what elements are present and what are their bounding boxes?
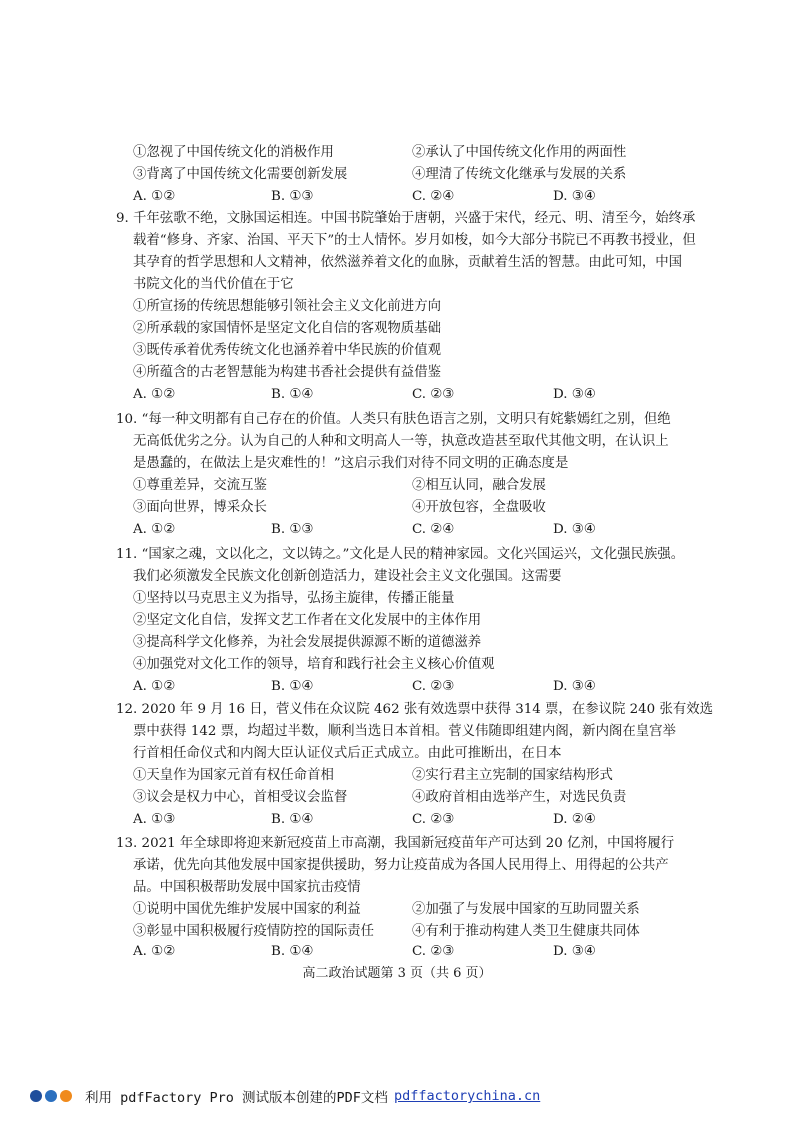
q10-stem-line-3: 是愚蠢的，在做法上是灾难性的！”这启示我们对待不同文明的正确态度是 [133,456,569,471]
q12-choice-a: A. ①③ [133,812,176,827]
q13-stem-line-2: 承诺，优先向其他发展中国家提供援助，努力让疫苗成为各国人民用得上、用得起的公共产 [133,858,669,873]
q11-statement-1: ①坚持以马克思主义为指导，弘扬主旋律，传播正能量 [133,591,455,606]
pdffactory-bar [30,1086,540,1106]
q12-stem-line-2: 票中获得 142 票，均超过半数，顺利当选日本首相。菅义伟随即组建内阁，新内阁在皇宫举 [133,724,676,739]
q12-choice-b: B. ①④ [271,812,314,827]
q13-choice-b: B. ①④ [271,944,314,959]
q9-stem-line-4: 书院文化的当代价值在于它 [133,277,294,292]
q10-statement-3: ③面向世界，博采众长 [133,500,267,515]
q8-statement-4: ④理清了传统文化继承与发展的关系 [412,167,627,182]
q12-choice-c: C. ②③ [412,812,455,827]
q9-stem-line-3: 其孕育的哲学思想和人文精神，依然滋养着文化的血脉，贡献着生活的智慧。由此可知，中国 [133,255,683,270]
q9-statement-4: ④所蕴含的古老智慧能为构建书香社会提供有益借鉴 [133,365,441,380]
q10-choice-b: B. ①③ [271,522,314,537]
dot-icon-2 [45,1090,57,1102]
q11-choice-a: A. ①② [133,679,176,694]
q9-choice-c: C. ②③ [412,387,455,402]
q13-stem-line-1: 13. 2021 年全球即将迎来新冠疫苗上市高潮，我国新冠疫苗年产可达到 20 亿剂，中国将履行 [116,836,675,851]
q12-statement-3: ③议会是权力中心，首相受议会监督 [133,790,348,805]
q11-choice-c: C. ②③ [412,679,455,694]
q9-statement-3: ③既传承着优秀传统文化也涵养着中华民族的价值观 [133,343,441,358]
pdffactory-notice: 利用 pdfFactory Pro 测试版本创建的PDF文档 [85,1090,388,1106]
q8-choice-a: A. ①② [133,189,176,204]
q8-choice-c: C. ②④ [412,189,455,204]
q10-statement-4: ④开放包容，全盘吸收 [412,500,546,515]
q9-choice-b: B. ①④ [271,387,314,402]
dot-icon-3 [60,1090,72,1102]
q13-stem-line-3: 品。中国积极帮助发展中国家抗击疫情 [133,880,361,895]
q11-statement-3: ③提高科学文化修养，为社会发展提供源源不断的道德滋养 [133,635,482,650]
q9-choice-a: A. ①② [133,387,176,402]
q8-statement-1: ①忽视了中国传统文化的消极作用 [133,145,334,160]
pdffactory-link[interactable]: pdffactorychina.cn [393,1088,541,1104]
q8-statement-2: ②承认了中国传统文化作用的两面性 [412,145,627,160]
q10-stem-line-2: 无高低优劣之分。认为自己的人种和文明高人一等，执意改造甚至取代其他文明，在认识上 [133,434,669,449]
q8-choice-d: D. ③④ [553,189,596,204]
q12-statement-1: ①天皇作为国家元首有权任命首相 [133,768,334,783]
q12-stem-line-3: 行首相任命仪式和内阁大臣认证仪式后正式成立。由此可推断出，在日本 [133,746,562,761]
q11-statement-2: ②坚定文化自信，发挥文艺工作者在文化发展中的主体作用 [133,613,482,628]
q13-choice-a: A. ①② [133,944,176,959]
q10-stem-line-1: 10. “每一种文明都有自己存在的价值。人类只有肤色语言之别，文明只有姹紫嫣红之别，但绝 [116,412,671,427]
q9-choice-d: D. ③④ [553,387,596,402]
q10-choice-a: A. ①② [133,522,176,537]
q12-stem-line-1: 12. 2020 年 9 月 16 日，菅义伟在众议院 462 张有效选票中获得 314 票，在参议院 240 张有效选 [116,702,714,717]
q9-stem-line-1: 9. 千年弦歌不绝，文脉国运相连。中国书院肇始于唐朝，兴盛于宋代，经元、明、清至今，始终承 [116,211,696,226]
q13-choice-c: C. ②③ [412,944,455,959]
q11-choice-b: B. ①④ [271,679,314,694]
page-footer: 高二政治试题第 3 页（共 6 页） [302,966,492,981]
q11-statement-4: ④加强党对文化工作的领导，培育和践行社会主义核心价值观 [133,657,495,672]
q11-stem-line-2: 我们必须激发全民族文化创新创造活力，建设社会主义文化强国。这需要 [133,569,562,584]
q8-statement-3: ③背离了中国传统文化需要创新发展 [133,167,348,182]
q10-statement-2: ②相互认同，融合发展 [412,478,546,493]
q12-statement-4: ④政府首相由选举产生，对选民负责 [412,790,627,805]
q9-stem-line-2: 载着“修身、齐家、治国、平天下”的士人情怀。岁月如梭，如今大部分书院已不再教书授业，但 [133,233,696,248]
q13-statement-3: ③彰显中国积极履行疫情防控的国际责任 [133,924,375,939]
q11-choice-d: D. ③④ [553,679,596,694]
q12-statement-2: ②实行君主立宪制的国家结构形式 [412,768,613,783]
q9-statement-1: ①所宣扬的传统思想能够引领社会主义文化前进方向 [133,299,441,314]
q10-choice-d: D. ③④ [553,522,596,537]
q11-stem-line-1: 11. “国家之魂，文以化之，文以铸之。”文化是人民的精神家园。文化兴国运兴，文化强民族强。 [116,547,685,562]
q10-choice-c: C. ②④ [412,522,455,537]
q13-statement-1: ①说明中国优先维护发展中国家的利益 [133,902,361,917]
q13-choice-d: D. ③④ [553,944,596,959]
dot-icon-1 [30,1090,42,1102]
q13-statement-4: ④有利于推动构建人类卫生健康共同体 [412,924,640,939]
q12-choice-d: D. ②④ [553,812,596,827]
q13-statement-2: ②加强了与发展中国家的互助同盟关系 [412,902,640,917]
q9-statement-2: ②所承载的家国情怀是坚定文化自信的客观物质基础 [133,321,441,336]
q10-statement-1: ①尊重差异，交流互鉴 [133,478,267,493]
q8-choice-b: B. ①③ [271,189,314,204]
